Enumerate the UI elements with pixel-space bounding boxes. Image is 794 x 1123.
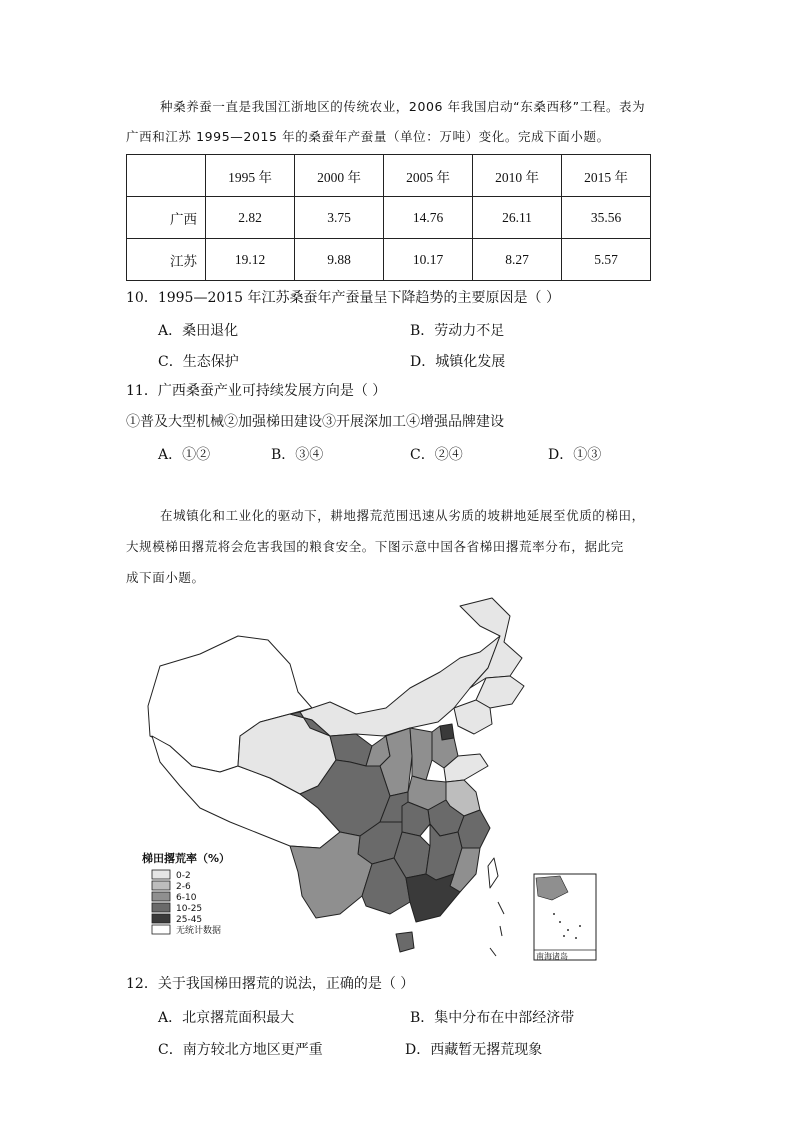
silk-output-table — [126, 154, 651, 281]
legend-swatch — [152, 881, 170, 890]
region-taiwan — [488, 858, 498, 888]
table-header-cell: 2000 年 — [295, 155, 384, 197]
q11-items: ①普及大型机械②加强梯田建设③开展深加工④增强品牌建设 — [126, 414, 504, 430]
legend-swatch — [152, 892, 170, 901]
q11-option-d[interactable]: D．①③ — [548, 447, 602, 463]
legend-swatch — [152, 914, 170, 923]
table-row-label: 江苏 — [127, 239, 206, 281]
inset-label: 南海诸岛 — [536, 952, 568, 961]
q12-stem: 12．关于我国梯田撂荒的说法，正确的是（ ） — [126, 976, 415, 992]
table-header-cell: 1995 年 — [206, 155, 295, 197]
table-row — [127, 239, 651, 281]
table-header-row — [127, 155, 651, 197]
intro1-line1: 种桑养蚕一直是我国江浙地区的传统农业，2006 年我国启动“东桑西移”工程。表为 — [160, 99, 646, 114]
q12-option-a[interactable]: A．北京撂荒面积最大 — [158, 1010, 295, 1026]
table-cell: 14.76 — [384, 197, 473, 239]
region-guangdong — [406, 874, 460, 922]
q11-stem: 11．广西桑蚕产业可持续发展方向是（ ） — [126, 383, 387, 399]
table-cell: 26.11 — [473, 197, 562, 239]
table-header-cell: 2005 年 — [384, 155, 473, 197]
q12-option-c[interactable]: C．南方较北方地区更严重 — [158, 1042, 323, 1058]
intro1-line2: 广西和江苏 1995—2015 年的桑蚕年产蚕量（单位：万吨）变化。完成下面小题。 — [126, 129, 610, 144]
table-row-label: 广西 — [127, 197, 206, 239]
legend-label: 10-25 — [176, 904, 203, 914]
china-terrace-abandonment-map — [140, 596, 620, 970]
region-hainan — [396, 932, 414, 952]
table-cell: 35.56 — [562, 197, 651, 239]
intro2-line2: 大规模梯田撂荒将会危害我国的粮食安全。下图示意中国各省梯田撂荒率分布，据此完 — [126, 539, 624, 554]
legend-swatch — [152, 870, 170, 879]
table-cell: 9.88 — [295, 239, 384, 281]
q10-stem: 10．1995—2015 年江苏桑蚕年产蚕量呈下降趋势的主要原因是（ ） — [126, 290, 560, 306]
table-cell: 3.75 — [295, 197, 384, 239]
region-shanxi — [410, 728, 432, 780]
table-cell: 2.82 — [206, 197, 295, 239]
table-cell: 10.17 — [384, 239, 473, 281]
legend-label: 25-45 — [176, 915, 203, 925]
legend-label: 2-6 — [176, 882, 191, 892]
q11-option-a[interactable]: A．①② — [158, 447, 211, 463]
table-cell: 5.57 — [562, 239, 651, 281]
south-china-sea-inset — [534, 874, 596, 961]
intro2-line1: 在城镇化和工业化的驱动下，耕地撂荒范围迅速从劣质的坡耕地延展至优质的梯田， — [160, 508, 645, 523]
map-legend — [142, 851, 230, 936]
table-header-cell: 2010 年 — [473, 155, 562, 197]
q10-option-b[interactable]: B．劳动力不足 — [410, 323, 505, 339]
table-cell: 8.27 — [473, 239, 562, 281]
table-cell: 19.12 — [206, 239, 295, 281]
table-header-cell: 2015 年 — [562, 155, 651, 197]
map-figure — [140, 596, 620, 966]
legend-swatch — [152, 903, 170, 912]
q11-option-b[interactable]: B．③④ — [271, 447, 324, 463]
table-row — [127, 197, 651, 239]
q12-option-d[interactable]: D．西藏暂无撂荒现象 — [405, 1042, 543, 1058]
legend-label: 无统计数据 — [176, 926, 222, 936]
legend-swatch — [152, 925, 170, 934]
legend-label: 6-10 — [176, 893, 197, 903]
legend-label: 0-2 — [176, 871, 191, 881]
intro2-line3: 成下面小题。 — [126, 570, 205, 585]
q10-option-d[interactable]: D．城镇化发展 — [410, 354, 506, 370]
q12-option-b[interactable]: B．集中分布在中部经济带 — [410, 1010, 575, 1026]
table-header-cell — [127, 155, 206, 197]
legend-title: 梯田撂荒率（%） — [142, 852, 231, 865]
region-jilin — [476, 676, 524, 708]
q10-option-c[interactable]: C．生态保护 — [158, 354, 239, 370]
q10-option-a[interactable]: A．桑田退化 — [158, 323, 239, 339]
q11-option-c[interactable]: C．②④ — [410, 447, 463, 463]
